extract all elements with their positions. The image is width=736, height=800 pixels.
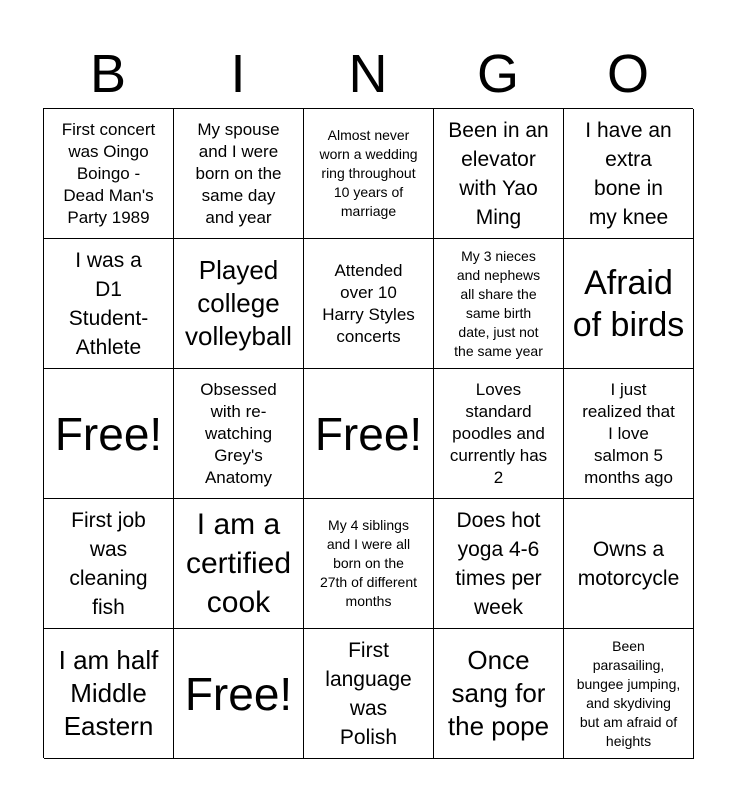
bingo-cell[interactable]: Once sang for the pope	[434, 629, 564, 759]
bingo-cell[interactable]: Played college volleyball	[174, 239, 304, 369]
bingo-cell[interactable]: My spouse and I were born on the same day and year	[174, 109, 304, 239]
bingo-header	[43, 38, 693, 110]
bingo-cell[interactable]: I just realized that I love salmon 5 months ago	[564, 369, 694, 499]
bingo-cell[interactable]: Does hot yoga 4-6 times per week	[434, 499, 564, 629]
bingo-cell[interactable]: First job was cleaning fish	[44, 499, 174, 629]
bingo-cell[interactable]: Almost never worn a wedding ring throughout 10 years of marriage	[304, 109, 434, 239]
header-letter-g: G	[476, 44, 519, 104]
bingo-cell[interactable]: My 3 nieces and nephews all share the same birth date, just not the same year	[434, 239, 564, 369]
bingo-cell[interactable]: My 4 siblings and I were all born on the 27th of different months	[304, 499, 434, 629]
bingo-cell[interactable]: Loves standard poodles and currently has 2	[434, 369, 564, 499]
bingo-cell[interactable]: I have an extra bone in my knee	[564, 109, 694, 239]
bingo-cell[interactable]: Attended over 10 Harry Styles concerts	[304, 239, 434, 369]
bingo-cell[interactable]: Owns a motorcycle	[564, 499, 694, 629]
header-letter-n: N	[348, 44, 388, 104]
free-space-cell[interactable]: Free!	[174, 629, 304, 759]
free-space-cell[interactable]: Free!	[304, 369, 434, 499]
free-space-cell[interactable]: Free!	[44, 369, 174, 499]
header-letter-b: B	[89, 44, 127, 104]
bingo-cell[interactable]: I am a certified cook	[174, 499, 304, 629]
bingo-cell[interactable]: I was a D1 Student- Athlete	[44, 239, 174, 369]
bingo-cell[interactable]: Afraid of birds	[564, 239, 694, 369]
bingo-cell[interactable]: Been in an elevator with Yao Ming	[434, 109, 564, 239]
bingo-cell[interactable]: First concert was Oingo Boingo - Dead Man's Party 1989	[44, 109, 174, 239]
bingo-cell[interactable]: Obsessed with re- watching Grey's Anatomy	[174, 369, 304, 499]
bingo-cell[interactable]: First language was Polish	[304, 629, 434, 759]
bingo-cell[interactable]: I am half Middle Eastern	[44, 629, 174, 759]
bingo-card	[43, 108, 693, 758]
header-letter-i: I	[230, 44, 246, 104]
header-letter-o: O	[606, 44, 649, 104]
bingo-cell[interactable]: Been parasailing, bungee jumping, and skydiving but am afraid of heights	[564, 629, 694, 759]
